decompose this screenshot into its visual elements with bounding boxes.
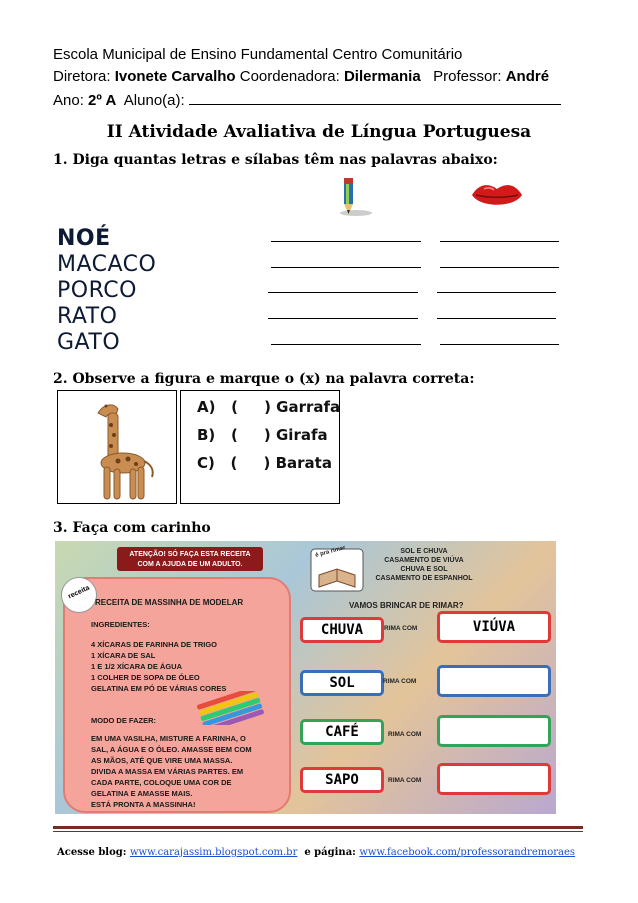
pencil-icon bbox=[336, 176, 376, 218]
prof-label: Professor: bbox=[420, 68, 506, 85]
word-noe: NOÉ bbox=[57, 226, 111, 251]
rhyme-left-word: SAPO bbox=[300, 767, 384, 793]
footer-blog-label: Acesse blog: bbox=[57, 847, 130, 858]
syllables-line[interactable] bbox=[437, 292, 556, 293]
ingredient-item: 4 XÍCARAS DE FARINHA DE TRIGO bbox=[91, 640, 217, 649]
method-line: SAL, A ÁGUA E O ÓLEO. AMASSE BEM COM bbox=[91, 745, 252, 754]
aluno-label: Aluno(a): bbox=[116, 92, 185, 109]
rhyme-answer-box[interactable] bbox=[437, 715, 551, 747]
coord-label: Coordenadora: bbox=[235, 68, 344, 85]
rhyme-answer-box[interactable] bbox=[437, 763, 551, 795]
syllables-line[interactable] bbox=[440, 241, 559, 242]
ingredient-item: 1 XÍCARA DE SAL bbox=[91, 651, 156, 660]
rhyme-with-label: RIMA COM bbox=[383, 678, 417, 685]
recipe-card bbox=[63, 577, 291, 813]
letters-line[interactable] bbox=[271, 344, 421, 345]
staff-line bbox=[53, 67, 549, 87]
rhyme-with-label: RIMA COM bbox=[388, 777, 422, 784]
method-title: MODO DE FAZER: bbox=[91, 716, 156, 725]
rhyme-intro-line: CHUVA E SOL bbox=[400, 566, 448, 573]
rhyme-with-label: RIMA COM bbox=[388, 731, 422, 738]
method-line: CADA PARTE, COLOQUE UMA COR DE bbox=[91, 778, 232, 787]
giraffe-icon bbox=[58, 391, 176, 503]
ano-value: 2º A bbox=[88, 92, 117, 109]
syllables-line[interactable] bbox=[440, 267, 559, 268]
q3-prompt: 3. Faça com carinho bbox=[53, 520, 211, 536]
word-porco: PORCO bbox=[57, 278, 137, 303]
activity-panel bbox=[55, 541, 556, 814]
options-box bbox=[180, 390, 340, 504]
letters-line[interactable] bbox=[271, 267, 421, 268]
method-line: EM UMA VASILHA, MISTURE A FARINHA, O bbox=[91, 734, 246, 743]
word-macaco: MACACO bbox=[57, 252, 157, 277]
ingredient-item: 1 E 1/2 XÍCARA DE ÁGUA bbox=[91, 662, 182, 671]
student-line bbox=[53, 90, 561, 111]
rhyme-right-word: VIÚVA bbox=[437, 611, 551, 643]
syllables-line[interactable] bbox=[440, 344, 559, 345]
method-line: AS MÃOS, ATÉ QUE VIRE UMA MASSA. bbox=[91, 756, 233, 765]
recipe-tag: receita bbox=[67, 584, 91, 601]
facebook-link[interactable]: www.facebook.com/professorandremoraes bbox=[359, 847, 576, 858]
warning-line-2: COM A AJUDA DE UM ADULTO. bbox=[137, 561, 243, 568]
lips-icon bbox=[470, 180, 524, 210]
diretora-label: Diretora: bbox=[53, 68, 115, 85]
rhyme-title: VAMOS BRINCAR DE RIMAR? bbox=[349, 601, 464, 610]
option-c[interactable]: C) ( ) Barata bbox=[197, 454, 332, 472]
warning-line-1: ATENÇÃO! SÓ FAÇA ESTA RECEITA bbox=[129, 551, 251, 558]
rhyme-answer-box[interactable] bbox=[437, 665, 551, 697]
method-line: GELATINA E AMASSE MAIS. bbox=[91, 789, 193, 798]
page-title: II Atividade Avaliativa de Língua Portuguesa bbox=[106, 122, 532, 142]
method-line: ESTÁ PRONTA A MASSINHA! bbox=[91, 800, 196, 809]
diretora-name: Ivonete Carvalho bbox=[114, 68, 236, 85]
word-gato: GATO bbox=[57, 330, 121, 355]
coord-name: Dilermania bbox=[343, 68, 421, 85]
footer-page-label: e página: bbox=[297, 847, 360, 858]
q2-prompt: 2. Observe a figura e marque o (x) na palavra correta: bbox=[53, 371, 475, 387]
rhyme-intro-line: SOL E CHUVA bbox=[400, 548, 448, 555]
giraffe-image bbox=[57, 390, 177, 504]
letters-line[interactable] bbox=[271, 241, 421, 242]
book-tag: é pra rimar bbox=[314, 545, 347, 559]
option-a[interactable]: A) ( ) Garrafa bbox=[197, 398, 341, 416]
warning-banner bbox=[117, 547, 263, 571]
letters-line[interactable] bbox=[268, 318, 418, 319]
letters-line[interactable] bbox=[268, 292, 418, 293]
rhyme-intro-line: CASAMENTO DE VIÚVA bbox=[384, 557, 464, 564]
aluno-blank[interactable] bbox=[189, 90, 561, 105]
school-name: Escola Municipal de Ensino Fundamental Centro Comunitário bbox=[53, 46, 463, 63]
q1-prompt: 1. Diga quantas letras e sílabas têm nas palavras abaixo: bbox=[53, 152, 498, 168]
ingredients-title: INGREDIENTES: bbox=[91, 620, 150, 629]
prof-name: André bbox=[505, 68, 550, 85]
rhyme-left-word: SOL bbox=[300, 670, 384, 696]
ingredient-item: GELATINA EM PÓ DE VÁRIAS CORES bbox=[91, 684, 227, 693]
footer-rule bbox=[53, 826, 583, 829]
syllables-line[interactable] bbox=[437, 318, 556, 319]
footer-rule-thin bbox=[53, 831, 583, 832]
rhyme-with-label: RIMA COM bbox=[384, 625, 418, 632]
recipe-title: RECEITA DE MASSINHA DE MODELAR bbox=[95, 598, 244, 607]
method-line: DIVIDA A MASSA EM VÁRIAS PARTES. EM bbox=[91, 767, 244, 776]
blog-link[interactable]: www.carajassim.blogspot.com.br bbox=[129, 847, 298, 858]
footer bbox=[57, 847, 575, 858]
rhyme-intro bbox=[371, 547, 477, 583]
ano-label: Ano: bbox=[53, 92, 89, 109]
rhyme-left-word: CHUVA bbox=[300, 617, 384, 643]
rhyme-left-word: CAFÉ bbox=[300, 719, 384, 745]
clay-icon bbox=[195, 691, 265, 725]
rhyme-intro-line: CASAMENTO DE ESPANHOL bbox=[375, 575, 473, 582]
option-b[interactable]: B) ( ) Girafa bbox=[197, 426, 328, 444]
ingredient-item: 1 COLHER DE SOPA DE ÓLEO bbox=[91, 673, 200, 682]
recipe-badge bbox=[61, 577, 97, 613]
word-rato: RATO bbox=[57, 304, 118, 329]
